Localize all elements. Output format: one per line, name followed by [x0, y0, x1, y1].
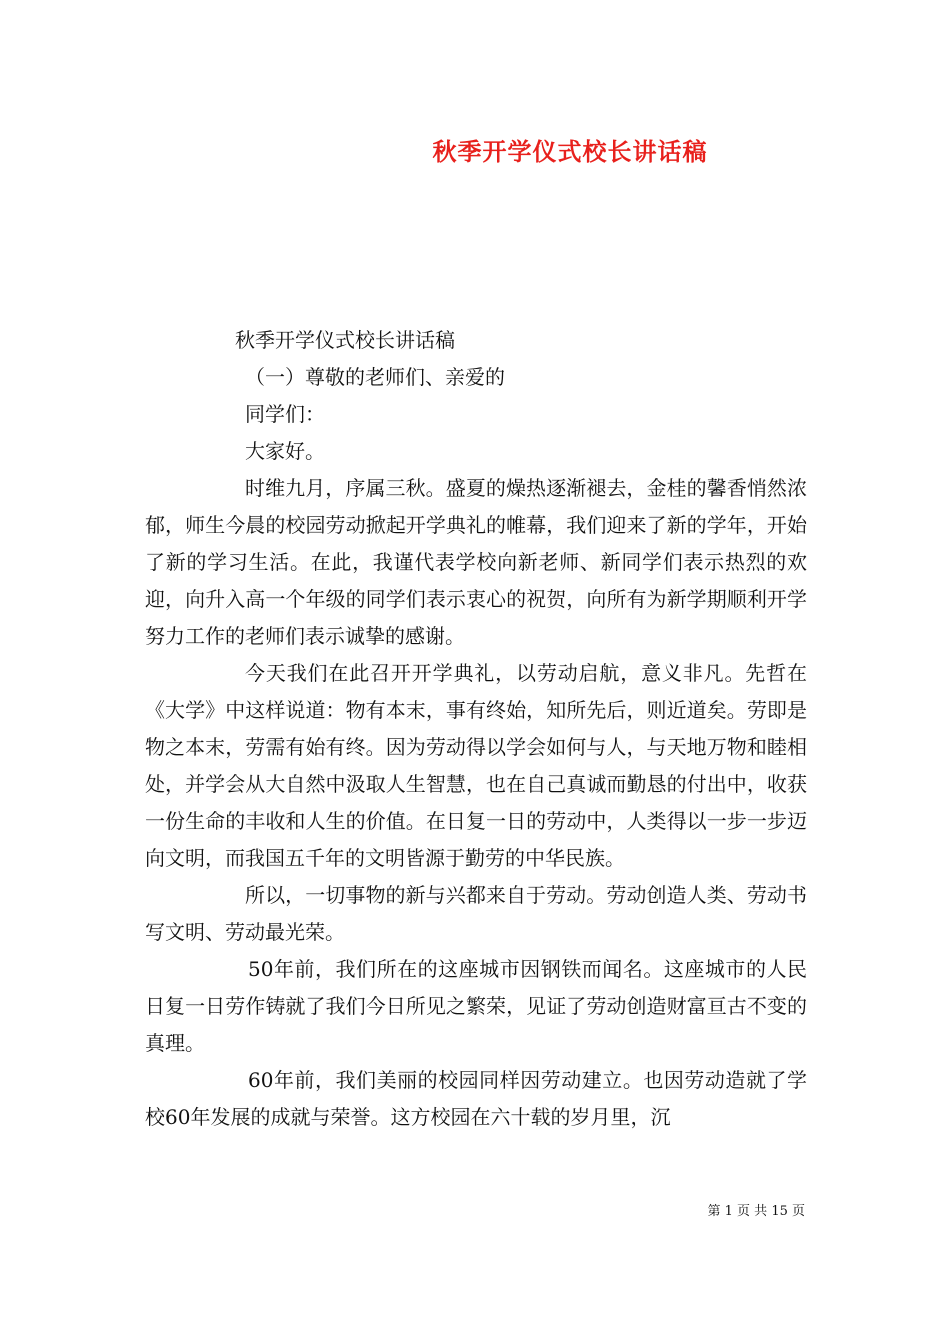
paragraph-2: 今天我们在此召开开学典礼，以劳动启航，意义非凡。先哲在《大学》中这样说道：物有本末，事有终始，知所先后，则近道矣。劳即是物之本末，劳需有始有终。因为劳动得以学会如何与人，与天地万物和睦相处，并学会从大自然中汲取人生智慧，也在自己真诚而勤恳的付出中，收获一份生命的丰收和人生的价值。在日复一日的劳动中，人类得以一步一步迈向文明，而我国五千年的文明皆源于勤劳的中华民族。 [145, 661, 807, 870]
paragraph-3: 所以，一切事物的新与兴都来自于劳动。劳动创造人类、劳动书写文明、劳动最光荣。 [145, 883, 807, 944]
page-number-footer: 第 1 页 共 15 页 [707, 1204, 805, 1219]
document-body [145, 322, 807, 1136]
paragraph-4: 50年前，我们所在的这座城市因钢铁而闻名。这座城市的人民日复一日劳作铸就了我们今日所见之繁荣，见证了劳动创造财富亘古不变的真理。 [145, 957, 807, 1055]
document-header-title: 秋季开学仪式校长讲话稿 [432, 137, 708, 166]
subtitle-line: （一）尊敬的老师们、亲爱的 [245, 365, 505, 389]
greeting-line: 大家好。 [245, 439, 325, 463]
paragraph-5: 60年前，我们美丽的校园同样因劳动建立。也因劳动造就了学校60年发展的成就与荣誉。这方校园在六十载的岁月里，沉 [145, 1068, 807, 1129]
salutation-line: 同学们： [245, 402, 325, 426]
speech-title-line: 秋季开学仪式校长讲话稿 [235, 328, 455, 352]
paragraph-1: 时维九月，序属三秋。盛夏的燥热逐渐褪去，金桂的馨香悄然浓郁，师生今晨的校园劳动掀起开学典礼的帷幕，我们迎来了新的学年，开始了新的学习生活。在此，我谨代表学校向新老师、新同学们表示热烈的欢迎，向升入高一个年级的同学们表示衷心的祝贺，向所有为新学期顺利开学努力工作的老师们表示诚挚的感谢。 [145, 476, 807, 648]
